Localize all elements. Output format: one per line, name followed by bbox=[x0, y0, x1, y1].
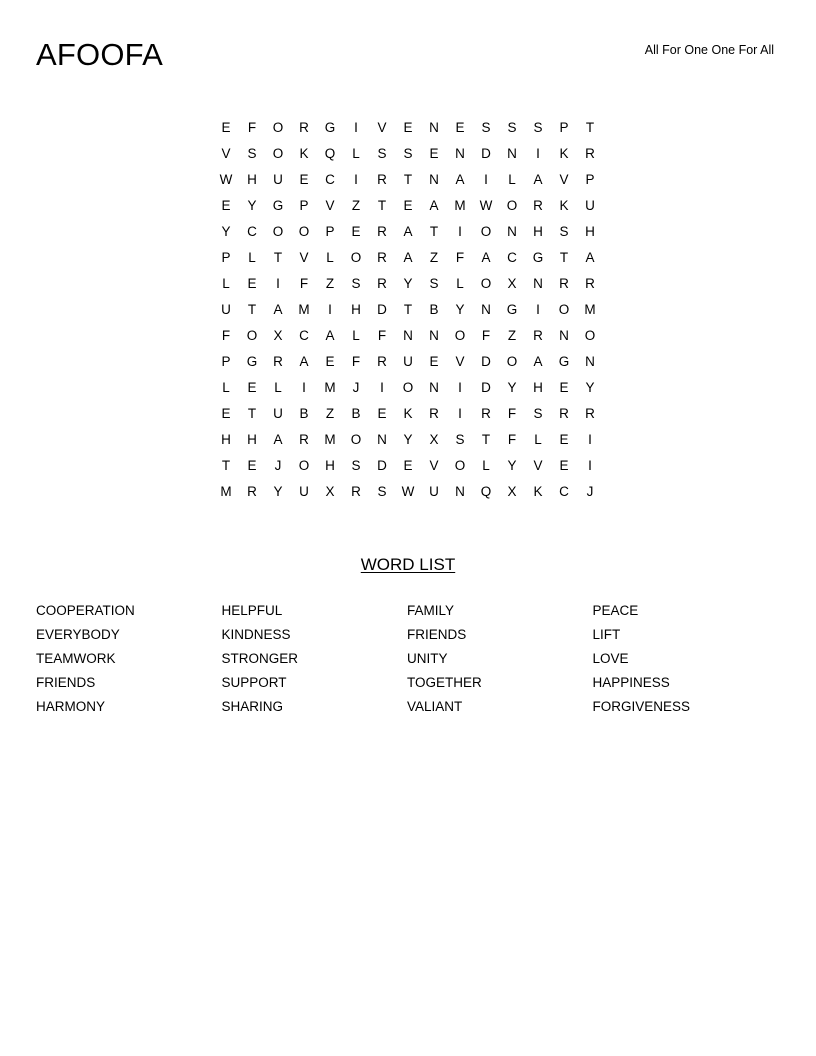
word-list-item: VALIANT bbox=[407, 699, 463, 714]
grid-letter: O bbox=[350, 432, 362, 447]
word-list-heading bbox=[0, 554, 816, 576]
grid-letter: U bbox=[221, 302, 231, 317]
grid-letter: M bbox=[220, 484, 232, 499]
grid-letter: W bbox=[219, 172, 233, 187]
grid-letter: K bbox=[533, 484, 543, 499]
grid-letter: T bbox=[247, 302, 257, 317]
word-list-item: UNITY bbox=[407, 651, 448, 666]
grid-letter: A bbox=[299, 354, 309, 369]
grid-letter: J bbox=[274, 458, 282, 473]
grid-letter: K bbox=[403, 406, 413, 421]
grid-letter: S bbox=[351, 276, 361, 291]
grid-letter: O bbox=[272, 146, 284, 161]
grid-letter: T bbox=[429, 224, 439, 239]
grid-letter: T bbox=[273, 250, 283, 265]
grid-letter: Y bbox=[507, 458, 517, 473]
grid-letter: V bbox=[533, 458, 543, 473]
grid-letter: A bbox=[585, 250, 595, 265]
grid-letter: E bbox=[403, 458, 413, 473]
grid-letter: S bbox=[507, 120, 517, 135]
grid-letter: E bbox=[247, 458, 257, 473]
grid-letter: R bbox=[377, 276, 387, 291]
grid-letter: K bbox=[559, 146, 569, 161]
grid-letter: T bbox=[221, 458, 231, 473]
grid-letter: N bbox=[455, 484, 465, 499]
grid-letter: Y bbox=[455, 302, 465, 317]
grid-letter: I bbox=[328, 302, 332, 317]
grid-letter: V bbox=[559, 172, 569, 187]
grid-letter: S bbox=[533, 120, 543, 135]
grid-letter: E bbox=[377, 406, 387, 421]
grid-letter: A bbox=[403, 250, 413, 265]
grid-letter: A bbox=[429, 198, 439, 213]
grid-letter: S bbox=[559, 224, 569, 239]
grid-letter: S bbox=[429, 276, 439, 291]
grid-letter: E bbox=[351, 224, 361, 239]
grid-letter: M bbox=[454, 198, 466, 213]
grid-letter: E bbox=[299, 172, 309, 187]
grid-letter: W bbox=[401, 484, 415, 499]
grid-letter: H bbox=[585, 224, 595, 239]
grid-letter: G bbox=[558, 354, 570, 369]
word-list bbox=[36, 599, 778, 719]
grid-letter: U bbox=[273, 406, 283, 421]
grid-letter: T bbox=[585, 120, 595, 135]
grid-letter: E bbox=[559, 432, 569, 447]
grid-letter: R bbox=[533, 328, 543, 343]
word-list-item: HELPFUL bbox=[221, 603, 283, 618]
grid-letter: B bbox=[429, 302, 439, 317]
grid-letter: A bbox=[455, 172, 465, 187]
grid-letter: F bbox=[481, 328, 491, 343]
grid-letter: E bbox=[221, 198, 231, 213]
grid-letter: Y bbox=[403, 432, 413, 447]
grid-letter: J bbox=[352, 380, 360, 395]
grid-letter: O bbox=[480, 276, 492, 291]
grid-letter: I bbox=[276, 276, 280, 291]
grid-letter: O bbox=[298, 458, 310, 473]
grid-letter: F bbox=[351, 354, 361, 369]
grid-letter: E bbox=[455, 120, 465, 135]
grid-letter: E bbox=[559, 458, 569, 473]
grid-letter: O bbox=[350, 250, 362, 265]
grid-letter: R bbox=[299, 432, 309, 447]
grid-letter: B bbox=[299, 406, 309, 421]
grid-letter: D bbox=[481, 380, 491, 395]
grid-letter: Y bbox=[273, 484, 283, 499]
grid-letter: A bbox=[533, 354, 543, 369]
grid-letter: I bbox=[484, 172, 488, 187]
grid-letter: N bbox=[429, 328, 439, 343]
grid-letter: G bbox=[272, 198, 284, 213]
grid-letter: P bbox=[299, 198, 309, 213]
grid-letter: V bbox=[429, 458, 439, 473]
grid-letter: O bbox=[584, 328, 596, 343]
grid-letter: N bbox=[559, 328, 569, 343]
grid-letter: V bbox=[299, 250, 309, 265]
grid-letter: H bbox=[221, 432, 231, 447]
grid-letter: I bbox=[354, 120, 358, 135]
grid-letter: Y bbox=[221, 224, 231, 239]
grid-letter: Z bbox=[351, 198, 361, 213]
grid-letter: E bbox=[559, 380, 569, 395]
grid-letter: P bbox=[221, 354, 231, 369]
grid-letter: N bbox=[455, 146, 465, 161]
word-search-grid bbox=[213, 115, 603, 505]
word-list-item: HAPPINESS bbox=[592, 675, 670, 690]
word-list-item: FRIENDS bbox=[407, 627, 467, 642]
grid-letter: O bbox=[272, 120, 284, 135]
grid-letter: I bbox=[588, 458, 592, 473]
grid-letter: R bbox=[559, 406, 569, 421]
grid-letter: H bbox=[325, 458, 335, 473]
grid-letter: H bbox=[533, 380, 543, 395]
grid-letter: T bbox=[247, 406, 257, 421]
grid-letter: P bbox=[559, 120, 569, 135]
grid-letter: I bbox=[536, 146, 540, 161]
grid-letter: C bbox=[325, 172, 335, 187]
grid-letter: A bbox=[533, 172, 543, 187]
grid-letter: H bbox=[533, 224, 543, 239]
grid-letter: R bbox=[299, 120, 309, 135]
grid-letter: R bbox=[377, 172, 387, 187]
grid-letter: R bbox=[481, 406, 491, 421]
grid-letter: H bbox=[247, 432, 257, 447]
grid-letter: N bbox=[429, 172, 439, 187]
grid-letter: S bbox=[403, 146, 413, 161]
grid-letter: O bbox=[480, 224, 492, 239]
grid-letter: N bbox=[507, 146, 517, 161]
grid-letter: T bbox=[403, 172, 413, 187]
grid-letter: N bbox=[533, 276, 543, 291]
grid-letter: X bbox=[507, 276, 517, 291]
grid-letter: U bbox=[429, 484, 439, 499]
grid-letter: U bbox=[403, 354, 413, 369]
grid-letter: O bbox=[298, 224, 310, 239]
grid-letter: E bbox=[247, 380, 257, 395]
word-list-item: PEACE bbox=[592, 603, 639, 618]
grid-letter: B bbox=[351, 406, 361, 421]
grid-letter: R bbox=[559, 276, 569, 291]
grid-letter: E bbox=[221, 406, 231, 421]
grid-letter: D bbox=[377, 302, 387, 317]
grid-letter: P bbox=[585, 172, 595, 187]
grid-letter: F bbox=[455, 250, 465, 265]
grid-letter: L bbox=[482, 458, 490, 473]
grid-letter: X bbox=[507, 484, 517, 499]
grid-letter: M bbox=[298, 302, 310, 317]
grid-letter: I bbox=[380, 380, 384, 395]
grid-letter: F bbox=[507, 432, 517, 447]
grid-letter: D bbox=[481, 354, 491, 369]
grid-letter: R bbox=[377, 354, 387, 369]
grid-letter: Y bbox=[403, 276, 413, 291]
grid-letter: N bbox=[481, 302, 491, 317]
grid-letter: R bbox=[585, 406, 595, 421]
page-subtitle: All For One One For All bbox=[644, 43, 774, 57]
grid-letter: O bbox=[506, 354, 518, 369]
grid-letter: H bbox=[247, 172, 257, 187]
grid-letter: Y bbox=[507, 380, 517, 395]
grid-letter: E bbox=[221, 120, 231, 135]
grid-letter: X bbox=[273, 328, 283, 343]
grid-letter: Z bbox=[325, 276, 335, 291]
grid-letter: K bbox=[299, 146, 309, 161]
word-list-item: LIFT bbox=[592, 627, 621, 642]
grid-letter: Q bbox=[324, 146, 336, 161]
grid-letter: S bbox=[377, 146, 387, 161]
grid-letter: Z bbox=[325, 406, 335, 421]
grid-letter: L bbox=[326, 250, 334, 265]
word-list-item: FAMILY bbox=[407, 603, 455, 618]
grid-letter: U bbox=[299, 484, 309, 499]
grid-letter: P bbox=[221, 250, 231, 265]
grid-letter: C bbox=[247, 224, 257, 239]
grid-letter: F bbox=[377, 328, 387, 343]
grid-letter: O bbox=[454, 458, 466, 473]
word-list-item: TEAMWORK bbox=[36, 651, 116, 666]
grid-letter: N bbox=[507, 224, 517, 239]
grid-letter: N bbox=[585, 354, 595, 369]
grid-letter: N bbox=[403, 328, 413, 343]
grid-letter: S bbox=[481, 120, 491, 135]
word-list-item: HARMONY bbox=[36, 699, 106, 714]
word-list-item: EVERYBODY bbox=[36, 627, 120, 642]
word-list-item: SHARING bbox=[221, 699, 284, 714]
word-list-item: FRIENDS bbox=[36, 675, 96, 690]
grid-letter: G bbox=[324, 120, 336, 135]
grid-letter: L bbox=[248, 250, 256, 265]
grid-letter: D bbox=[481, 146, 491, 161]
grid-letter: W bbox=[479, 198, 493, 213]
grid-letter: I bbox=[354, 172, 358, 187]
grid-letter: V bbox=[221, 146, 231, 161]
grid-letter: V bbox=[325, 198, 335, 213]
grid-letter: R bbox=[351, 484, 361, 499]
grid-letter: I bbox=[458, 406, 462, 421]
grid-letter: L bbox=[274, 380, 282, 395]
grid-letter: S bbox=[455, 432, 465, 447]
grid-letter: G bbox=[506, 302, 518, 317]
grid-letter: I bbox=[458, 380, 462, 395]
grid-letter: R bbox=[273, 354, 283, 369]
grid-letter: R bbox=[247, 484, 257, 499]
grid-letter: O bbox=[402, 380, 414, 395]
grid-letter: I bbox=[302, 380, 306, 395]
grid-letter: O bbox=[454, 328, 466, 343]
grid-letter: U bbox=[273, 172, 283, 187]
grid-letter: U bbox=[585, 198, 595, 213]
word-list-item: STRONGER bbox=[221, 651, 299, 666]
grid-letter: V bbox=[377, 120, 387, 135]
grid-letter: X bbox=[429, 432, 439, 447]
word-list-heading-text: WORD LIST bbox=[360, 555, 456, 574]
grid-letter: R bbox=[377, 250, 387, 265]
grid-letter: L bbox=[352, 328, 360, 343]
grid-letter: C bbox=[299, 328, 309, 343]
grid-letter: C bbox=[559, 484, 569, 499]
grid-letter: M bbox=[324, 380, 336, 395]
page-title: AFOOFA bbox=[36, 37, 163, 72]
grid-letter: H bbox=[351, 302, 361, 317]
grid-letter: L bbox=[352, 146, 360, 161]
grid-letter: G bbox=[246, 354, 258, 369]
word-list-item: SUPPORT bbox=[221, 675, 287, 690]
grid-letter: O bbox=[506, 198, 518, 213]
grid-letter: E bbox=[429, 146, 439, 161]
grid-letter: X bbox=[325, 484, 335, 499]
grid-letter: R bbox=[585, 276, 595, 291]
grid-letter: R bbox=[377, 224, 387, 239]
grid-letter: T bbox=[377, 198, 387, 213]
grid-letter: J bbox=[586, 484, 594, 499]
grid-letter: G bbox=[532, 250, 544, 265]
grid-letter: L bbox=[222, 380, 230, 395]
grid-letter: M bbox=[324, 432, 336, 447]
grid-letter: D bbox=[377, 458, 387, 473]
grid-letter: Z bbox=[429, 250, 439, 265]
grid-letter: I bbox=[458, 224, 462, 239]
grid-letter: S bbox=[533, 406, 543, 421]
grid-letter: E bbox=[247, 276, 257, 291]
grid-letter: T bbox=[403, 302, 413, 317]
grid-letter: S bbox=[351, 458, 361, 473]
grid-letter: T bbox=[559, 250, 569, 265]
grid-letter: N bbox=[429, 120, 439, 135]
word-list-item: LOVE bbox=[592, 651, 629, 666]
grid-letter: O bbox=[272, 224, 284, 239]
grid-letter: N bbox=[377, 432, 387, 447]
grid-letter: L bbox=[222, 276, 230, 291]
grid-letter: A bbox=[403, 224, 413, 239]
grid-letter: A bbox=[325, 328, 335, 343]
grid-letter: A bbox=[273, 432, 283, 447]
grid-letter: M bbox=[584, 302, 596, 317]
grid-letter: E bbox=[403, 198, 413, 213]
grid-letter: F bbox=[221, 328, 231, 343]
grid-letter: C bbox=[507, 250, 517, 265]
grid-letter: L bbox=[456, 276, 464, 291]
grid-letter: T bbox=[481, 432, 491, 447]
grid-letter: A bbox=[273, 302, 283, 317]
grid-letter: E bbox=[429, 354, 439, 369]
grid-letter: R bbox=[429, 406, 439, 421]
grid-letter: S bbox=[247, 146, 257, 161]
grid-letter: Y bbox=[585, 380, 595, 395]
word-list-item: TOGETHER bbox=[407, 675, 482, 690]
grid-letter: Y bbox=[247, 198, 257, 213]
grid-letter: V bbox=[455, 354, 465, 369]
grid-letter: R bbox=[533, 198, 543, 213]
grid-letter: Q bbox=[480, 484, 492, 499]
grid-letter: Z bbox=[507, 328, 517, 343]
grid-letter: F bbox=[247, 120, 257, 135]
word-list-item: KINDNESS bbox=[221, 627, 291, 642]
grid-letter: E bbox=[403, 120, 413, 135]
grid-letter: F bbox=[507, 406, 517, 421]
grid-letter: E bbox=[325, 354, 335, 369]
grid-letter: O bbox=[558, 302, 570, 317]
grid-letter: P bbox=[325, 224, 335, 239]
word-list-item: FORGIVENESS bbox=[592, 699, 691, 714]
grid-letter: O bbox=[246, 328, 258, 343]
grid-letter: N bbox=[429, 380, 439, 395]
grid-letter: L bbox=[508, 172, 516, 187]
grid-letter: S bbox=[377, 484, 387, 499]
grid-letter: L bbox=[534, 432, 542, 447]
grid-letter: I bbox=[588, 432, 592, 447]
grid-letter: I bbox=[536, 302, 540, 317]
grid-letter: F bbox=[299, 276, 309, 291]
word-list-item: COOPERATION bbox=[36, 603, 135, 618]
grid-letter: A bbox=[481, 250, 491, 265]
grid-letter: K bbox=[559, 198, 569, 213]
grid-letter: R bbox=[585, 146, 595, 161]
